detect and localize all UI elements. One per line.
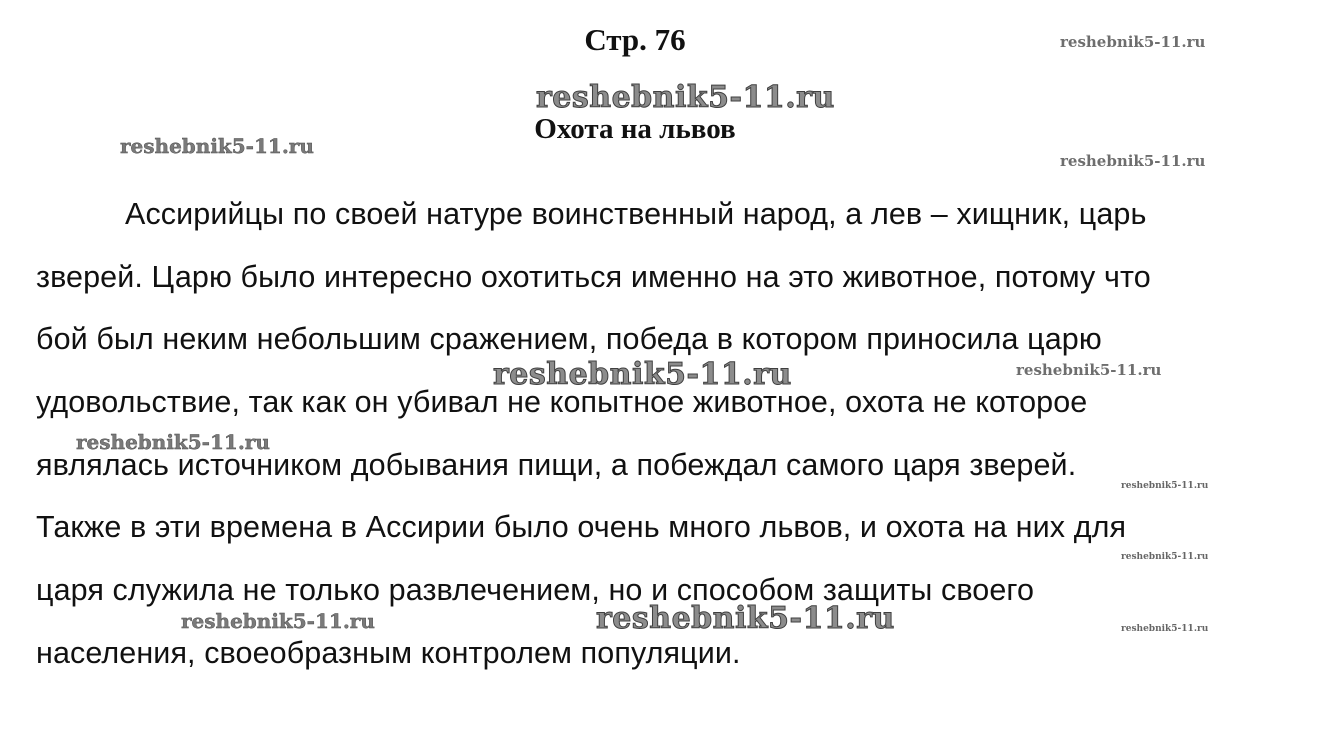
- body-line-8: населения, своеобразным контролем популяции.: [36, 635, 741, 670]
- watermark: reshebnik5-11.ru: [1121, 481, 1209, 491]
- body-paragraph: [36, 183, 1236, 685]
- watermark: reshebnik5-11.ru: [1060, 152, 1206, 170]
- watermark: reshebnik5-11.ru: [493, 357, 792, 392]
- body-line-1: Ассирийцы по своей натуре воинственный народ, а лев – хищник, царь: [125, 197, 1147, 231]
- body-line-6: Также в эти времена в Ассирии было очень много львов, и охота на них для: [36, 510, 1127, 545]
- document-title: Охота на львов: [534, 113, 736, 145]
- body-line-4: удовольствие, так как он убивал не копытное животное, охота не которое: [36, 385, 1088, 420]
- watermark: reshebnik5-11.ru: [181, 609, 375, 633]
- watermark: reshebnik5-11.ru: [1121, 552, 1209, 562]
- body-line-5: являлась источником добывания пищи, а побеждал самого царя зверей.: [36, 447, 1077, 482]
- watermark: reshebnik5-11.ru: [1060, 33, 1206, 51]
- watermark: reshebnik5-11.ru: [1016, 361, 1162, 379]
- watermark: reshebnik5-11.ru: [120, 134, 314, 158]
- watermark: reshebnik5-11.ru: [1121, 624, 1209, 634]
- watermark: reshebnik5-11.ru: [536, 80, 835, 115]
- body-line-2: зверей. Царю было интересно охотиться именно на это животное, потому что: [36, 259, 1151, 294]
- page-number: Стр. 76: [584, 22, 686, 57]
- watermark: reshebnik5-11.ru: [596, 601, 895, 636]
- body-line-3: бой был неким небольшим сражением, победа в котором приносила царю: [36, 322, 1102, 357]
- watermark: reshebnik5-11.ru: [76, 430, 270, 454]
- body-line-7: царя служила не только развлечением, но и способом защиты своего: [36, 573, 1035, 608]
